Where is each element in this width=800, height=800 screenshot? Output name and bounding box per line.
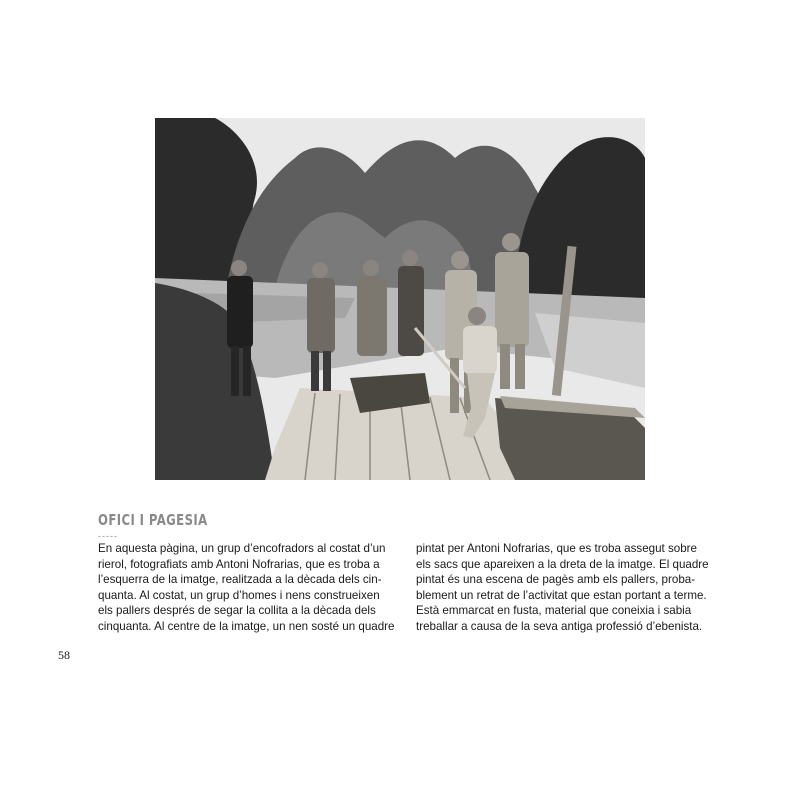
caption-line: quanta. Al costat, un grup d’homes i nens construeixen <box>98 588 380 602</box>
page-number: 58 <box>58 648 70 662</box>
caption-line: els sacs que apareixen a la dreta de la imatge. El quadre <box>416 557 709 571</box>
caption-line: treballar a causa de la seva antiga professió d’ebenista. <box>416 619 703 633</box>
section-title: OFICI I PAGESIA <box>98 511 208 529</box>
caption-line: pintat és una escena de pagès amb els pallers, proba- <box>416 573 696 586</box>
caption-line: cinquanta. Al centre de la imatge, un nen sosté un quadre <box>98 619 395 633</box>
caption-line: Està emmarcat en fusta, material que coneixia i sabia <box>416 604 692 617</box>
caption-right-column <box>416 541 714 634</box>
caption-line: l’esquerra de la imatge, realitzada a la dècada dels cin- <box>98 573 382 586</box>
photograph-canvas <box>155 118 645 480</box>
title-rule: ----- <box>98 531 118 541</box>
caption-line: blement un retrat de l’activitat que estan portant a terme. <box>416 588 707 602</box>
caption-line: els pallers després de segar la collita a la dècada dels <box>98 604 376 617</box>
caption-left-column <box>98 541 396 634</box>
caption-line: En aquesta pàgina, un grup d’encofradors al costat d’un <box>98 542 386 555</box>
caption-line: pintat per Antoni Nofrarias, que es troba assegut sobre <box>416 542 697 555</box>
historical-photograph <box>155 118 645 480</box>
caption-line: rierol, fotografiats amb Antoni Nofrarias, que es troba a <box>98 557 380 571</box>
